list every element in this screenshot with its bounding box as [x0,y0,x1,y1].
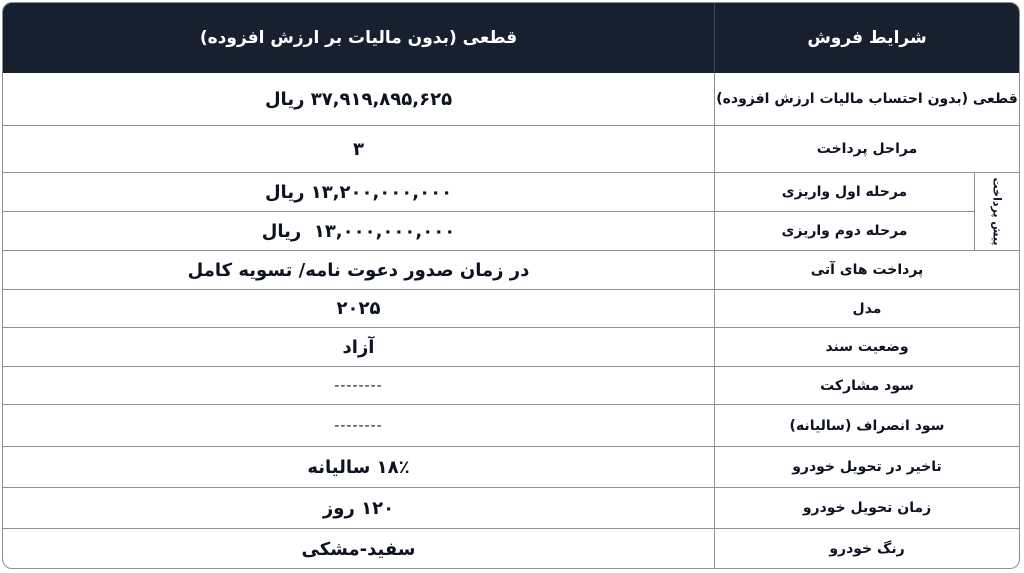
header-label-cell [715,3,1019,73]
header-value-cell [3,3,714,73]
row-label: زمان تحویل خودرو [802,500,932,516]
row-label: پرداخت های آتی [810,262,924,278]
row-label: مرحله اول واریزی [781,184,908,200]
row-label: رنگ خودرو [829,541,905,557]
row-value: ۲۰۲۵ [336,298,381,319]
row-value: آزاد [342,336,375,358]
row-label: سود مشارکت [820,377,914,394]
row-label: وضعیت سند [825,339,909,355]
row-value: ۳۷,۹۱۹,۸۹۵,۶۲۵ ریال [264,88,453,110]
row-value: ۱۸٪ سالیانه [307,456,410,478]
row-value: سفید-مشکی [301,538,416,560]
row-label: قطعی (بدون احتساب مالیات ارزش افزوده) [716,91,1018,107]
row-value: ۱۳,۲۰۰,۰۰۰,۰۰۰ ریال [264,181,453,203]
row-value: در زمان صدور دعوت نامه/ تسویه کامل [187,259,530,281]
row-label: تاخیر در تحویل خودرو [792,459,942,475]
row-label: مراحل پرداخت [816,141,918,157]
row-value: ۳ [353,138,364,160]
row-value: ۱۲۰ روز [322,497,395,519]
row-value: -------- [334,417,383,434]
prepayment-group-label: پیش پرداخت [990,177,1004,246]
row-value: ۱۳,۰۰۰,۰۰۰,۰۰۰ ریال [261,220,456,242]
row-label: سود انصراف (سالیانه) [789,417,945,434]
header-right-title: شرایط فروش [807,28,927,48]
row-label: مدل [852,300,882,317]
sales-conditions-table [2,2,1020,569]
row-value: -------- [334,377,383,394]
header-left-title: قطعی (بدون مالیات بر ارزش افزوده) [199,28,518,48]
row-label: مرحله دوم واریزی [781,223,908,239]
